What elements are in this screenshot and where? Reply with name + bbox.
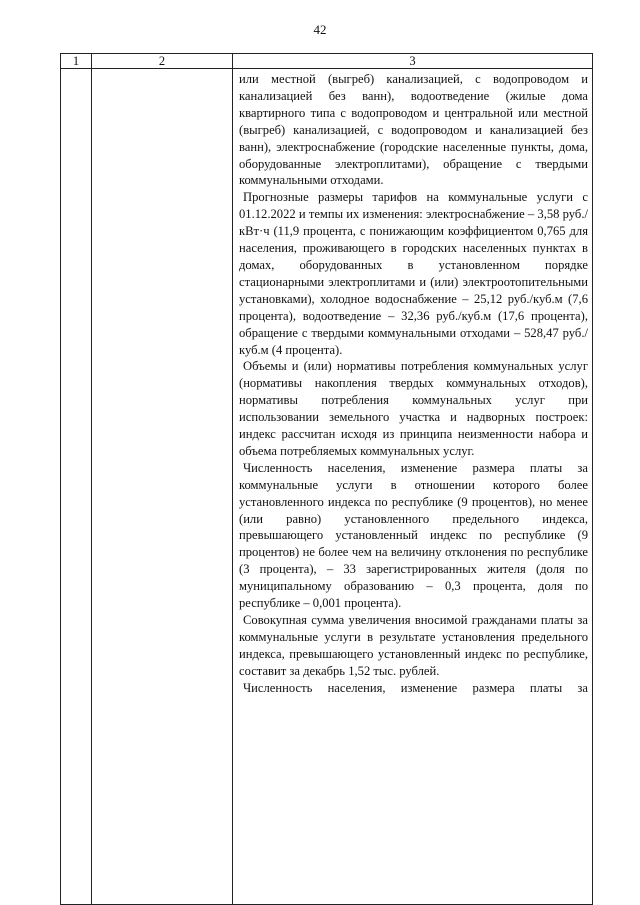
paragraph-total-increase: Совокупная сумма увеличения вносимой гражданами платы за коммунальные услуги в результате установления предельного индекса, превышающего установленный индекс по республике, составит за декабрь 1,52 тыс. рублей. (239, 613, 588, 678)
paragraph-tariff-forecast: Прогнозные размеры тарифов на коммунальные услуги с 01.12.2022 и темпы их изменения: электроснабжение – 3,58 руб./кВт·ч (11,9 процента, с понижающим коэффициентом 0,765 для населения, проживающего в городских населенных пунктах в домах, оборудованных в установленном порядке стационарными электроплитами и (или) электроотопительными установками), холодное водоснабжение – 25,12 руб./куб.м (7,6 процента), водоотведение – 32,36 руб./куб.м (17,6 процента), обращение с твердыми коммунальными отходами – 528,47 руб./куб.м (4 процента). (239, 190, 588, 357)
paragraph-population-affected: Численность населения, изменение размера платы за коммунальные услуги в отношении которого более установленного индекса по республике (9 процентов), но менее (или равно) установленного предельного индекса, превышающего установленный индекс по республике (9 процентов) не более чем на величину отклонения по республике (3 процента), – 33 зарегистрированных жителя (доля по муниципальному образованию – 0,3 процента, доля по республике – 0,001 процента). (239, 460, 588, 611)
cell-column-2 (92, 69, 233, 905)
cell-column-1 (61, 69, 92, 905)
column-header-1: 1 (61, 54, 92, 69)
paragraph-consumption-norms: Объемы и (или) нормативы потребления коммунальных услуг (нормативы накопления твердых коммунальных отходов), нормативы потребления коммунальных услуг при использовании земельного участка и надворных построек: индекс рассчитан исходя из принципа неизменности набора и объема потребляемых коммунальных услуг. (239, 359, 588, 458)
table-header-row (61, 54, 593, 69)
paragraph-population-continued: Численность населения, изменение размера платы за (243, 680, 588, 695)
page-number: 42 (313, 22, 327, 37)
cell-text (233, 69, 592, 697)
document-table (60, 53, 593, 905)
paragraph-sewerage-continuation: или местной (выгреб) канализацией, с водопроводом и канализацией без ванн), водоотведение (жилые дома квартирного типа с водопроводом и центральной или местной (выгреб) канализацией, с водопроводом и канализацией без ванн), электроснабжение (городские населенные пункты, дома, оборудованные электроплитами), обращение с твердыми коммунальными отходами. (239, 72, 588, 188)
cell-column-3 (233, 69, 593, 905)
column-header-3: 3 (233, 54, 593, 69)
table-body-row (61, 69, 593, 905)
column-header-2: 2 (92, 54, 233, 69)
